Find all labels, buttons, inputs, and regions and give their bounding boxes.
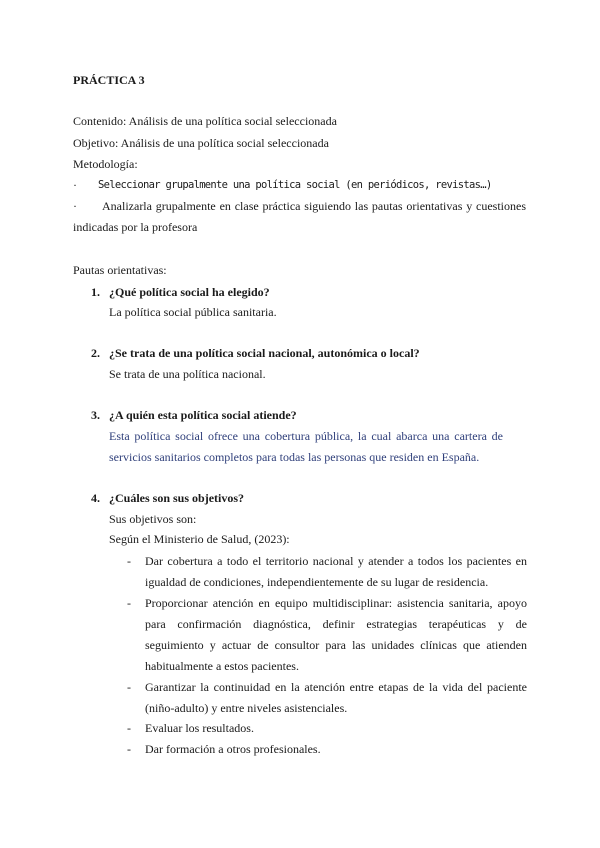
answer-text: Según el Ministerio de Salud, (2023): (109, 532, 290, 546)
metodologia-item-continued: indicadas por la profesora (73, 220, 198, 234)
objective-item-continued: habitualmente a estos pacientes. (145, 659, 299, 673)
metodologia-item: Analizarla grupalmente en clase práctica siguiendo las pautas orientativas y cuestiones (102, 199, 526, 213)
answer-text: Se trata de una política nacional. (109, 367, 266, 381)
question-text: ¿Cuáles son sus objetivos? (109, 491, 245, 505)
question-text: ¿Qué política social ha elegido? (109, 285, 270, 299)
objective-item: Dar formación a otros profesionales. (145, 742, 321, 756)
objective-item-continued: (niño-adulto) y entre niveles asistenciales. (145, 701, 348, 715)
question-text: ¿Se trata de una política social nacional, autonómica o local? (109, 346, 420, 360)
question-number: 3. (91, 408, 100, 422)
metodologia-heading: Metodología: (73, 157, 138, 171)
contenido-line: Contenido: Análisis de una política social seleccionada (73, 114, 337, 128)
question-number: 1. (91, 285, 100, 299)
dash-icon: - (127, 554, 131, 568)
objective-item-continued: para confirmación diagnóstica, definir estrategias terapéuticas y de (145, 617, 527, 631)
bullet-icon: · (73, 178, 77, 192)
objective-item-continued: seguimiento y actuar de consultor para las unidades clínicas que atienden (145, 638, 527, 652)
objective-item-continued: igualdad de condiciones, independientemente de su lugar de residencia. (145, 575, 489, 589)
metodologia-item: Seleccionar grupalmente una política social (en periódicos, revistas…) (98, 179, 492, 191)
dash-icon: - (127, 742, 131, 756)
page-title: PRÁCTICA 3 (73, 73, 145, 87)
objective-item: Garantizar la continuidad en la atención entre etapas de la vida del paciente (145, 680, 527, 694)
bullet-icon: · (73, 199, 77, 213)
dash-icon: - (127, 680, 131, 694)
objective-item: Dar cobertura a todo el territorio nacional y atender a todos los pacientes en (145, 554, 527, 568)
answer-text: La política social pública sanitaria. (109, 305, 277, 319)
objective-item: Evaluar los resultados. (145, 721, 254, 735)
question-text: ¿A quién esta política social atiende? (109, 408, 297, 422)
question-number: 4. (91, 491, 100, 505)
answer-text: servicios sanitarios completos para todas las personas que residen en España. (109, 450, 480, 464)
dash-icon: - (127, 721, 131, 735)
question-number: 2. (91, 346, 100, 360)
objective-item: Proporcionar atención en equipo multidisciplinar: asistencia sanitaria, apoyo (145, 596, 527, 610)
answer-text: Sus objetivos son: (109, 512, 197, 526)
pautas-heading: Pautas orientativas: (73, 263, 167, 277)
answer-text: Esta política social ofrece una cobertura pública, la cual abarca una cartera de (109, 429, 503, 443)
dash-icon: - (127, 596, 131, 610)
objetivo-line: Objetivo: Análisis de una política social seleccionada (73, 136, 329, 150)
